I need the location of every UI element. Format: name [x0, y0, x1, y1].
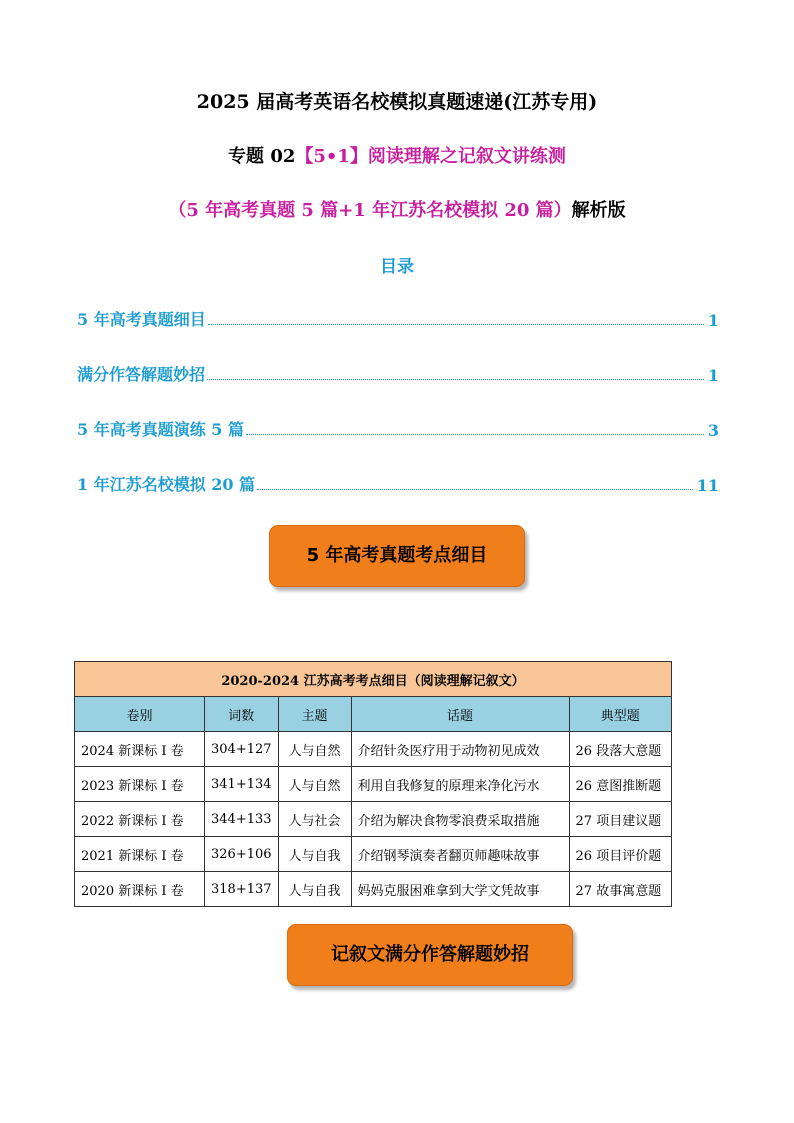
cell-word-count: 326+106 [205, 837, 279, 872]
cell-topic: 妈妈克服困难拿到大学文凭故事 [351, 872, 569, 907]
toc-leader-dots [246, 434, 704, 435]
toc-item-label: 满分作答解题妙招 [77, 365, 206, 384]
table-title: 2020-2024 江苏高考考点细目（阅读理解记叙文） [75, 662, 672, 697]
scope-text: （5 年高考真题 5 篇+1 年江苏名校模拟 20 篇） [168, 200, 572, 221]
toc-leader-dots [208, 324, 704, 325]
column-header: 主题 [278, 697, 351, 732]
toc-leader-dots [207, 379, 704, 380]
toc-item-page: 11 [696, 476, 719, 495]
table-title-row [75, 662, 672, 697]
cell-word-count: 304+127 [205, 732, 279, 767]
cell-theme: 人与社会 [278, 802, 351, 837]
page-title: 2025 届高考英语名校模拟真题速递(江苏专用) [196, 91, 598, 113]
toc-leader-dots [257, 489, 693, 490]
topic-subtitle [0, 142, 794, 168]
cell-topic: 利用自我修复的原理来净化污水 [351, 767, 569, 802]
table-row [75, 837, 672, 872]
column-header: 典型题 [569, 697, 671, 732]
section-banner-exam-details: 5 年高考真题考点细目 [269, 525, 525, 587]
toc-item-3[interactable] [77, 416, 719, 440]
table-row [75, 872, 672, 907]
column-header: 话题 [351, 697, 569, 732]
table-row [75, 802, 672, 837]
cell-theme: 人与自我 [278, 837, 351, 872]
table-row [75, 732, 672, 767]
cell-paper: 2023 新课标 I 卷 [75, 767, 205, 802]
cell-theme: 人与自然 [278, 767, 351, 802]
topic-number: 专题 02 [228, 146, 296, 167]
cell-topic: 介绍针灸医疗用于动物初见成效 [351, 732, 569, 767]
table-header-row [75, 697, 672, 732]
toc-item-page: 3 [707, 421, 719, 440]
section-banner-answer-tips: 记叙文满分作答解题妙招 [287, 924, 573, 986]
cell-theme: 人与自然 [278, 732, 351, 767]
cell-question-type: 27 项目建议题 [569, 802, 671, 837]
toc-item-2[interactable] [77, 361, 719, 385]
toc-item-label: 5 年高考真题演练 5 篇 [77, 420, 244, 439]
table-row [75, 767, 672, 802]
cell-question-type: 26 项目评价题 [569, 837, 671, 872]
scope-subtitle [0, 196, 794, 222]
cell-paper: 2021 新课标 I 卷 [75, 837, 205, 872]
cell-question-type: 26 意图推断题 [569, 767, 671, 802]
toc-item-page: 1 [707, 366, 719, 385]
column-header: 词数 [205, 697, 279, 732]
exam-details-table [74, 661, 672, 907]
cell-paper: 2020 新课标 I 卷 [75, 872, 205, 907]
cell-topic: 介绍钢琴演奏者翻页师趣味故事 [351, 837, 569, 872]
column-header: 卷别 [75, 697, 205, 732]
cell-word-count: 344+133 [205, 802, 279, 837]
cell-question-type: 27 故事寓意题 [569, 872, 671, 907]
cell-word-count: 318+137 [205, 872, 279, 907]
toc-item-1[interactable] [77, 306, 719, 330]
toc-item-label: 5 年高考真题细目 [77, 310, 206, 329]
cell-word-count: 341+134 [205, 767, 279, 802]
topic-name: 【5•1】阅读理解之记叙文讲练测 [295, 146, 566, 167]
toc-item-label: 1 年江苏名校模拟 20 篇 [77, 475, 256, 494]
cell-paper: 2024 新课标 I 卷 [75, 732, 205, 767]
toc-heading: 目录 [380, 257, 414, 277]
toc-item-4[interactable] [77, 471, 719, 495]
cell-theme: 人与自我 [278, 872, 351, 907]
version-label: 解析版 [571, 200, 626, 221]
toc-item-page: 1 [707, 311, 719, 330]
cell-paper: 2022 新课标 I 卷 [75, 802, 205, 837]
cell-question-type: 26 段落大意题 [569, 732, 671, 767]
cell-topic: 介绍为解决食物零浪费采取措施 [351, 802, 569, 837]
